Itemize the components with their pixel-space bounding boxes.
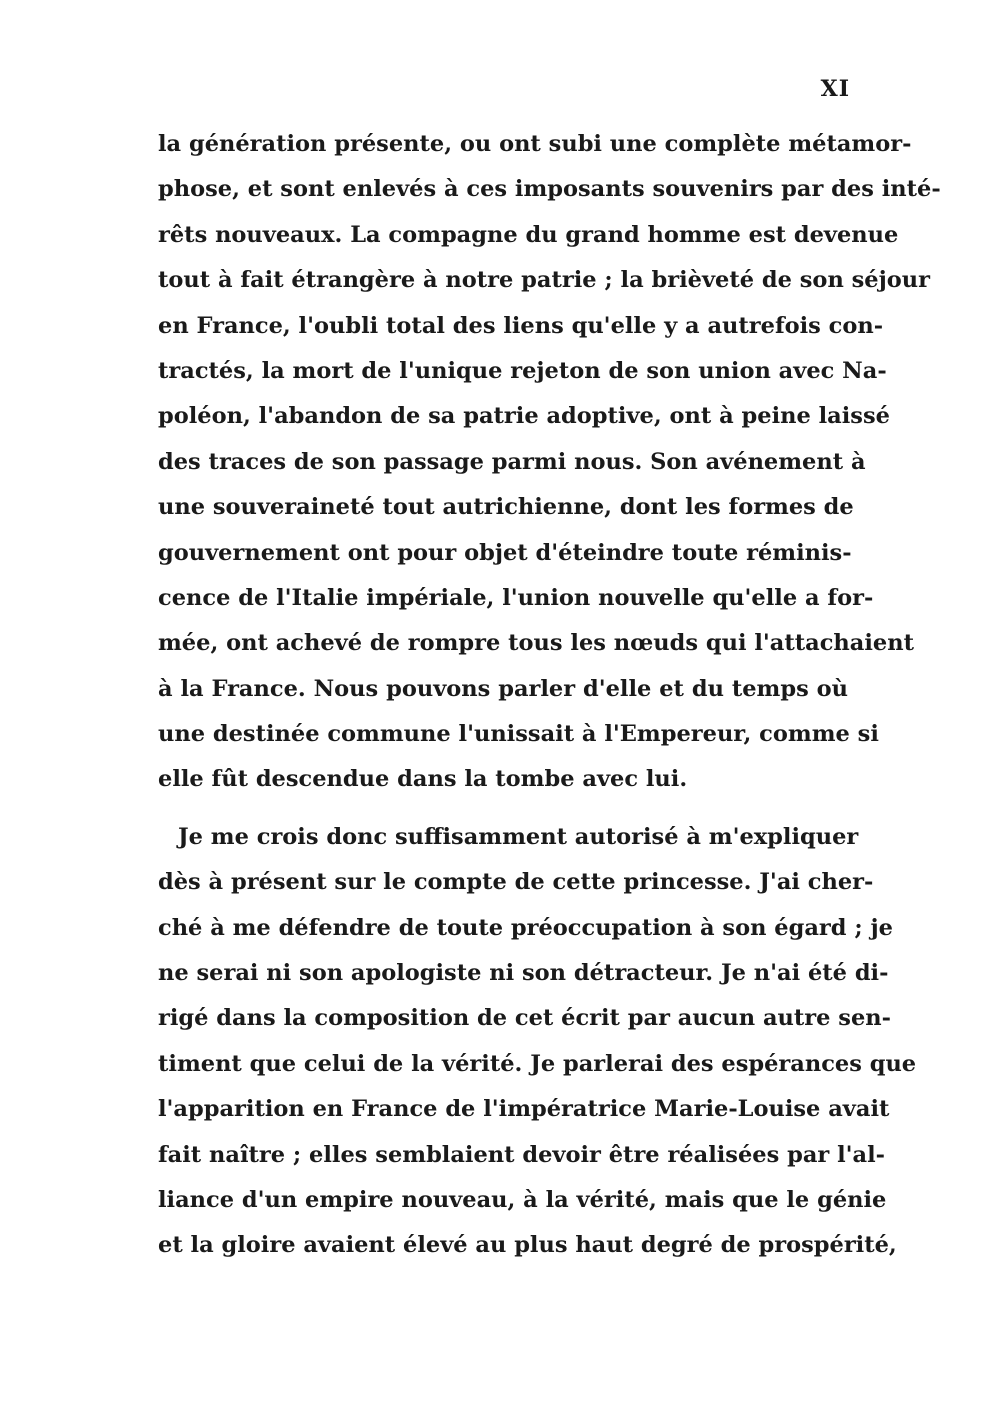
paragraph-1 <box>158 122 941 803</box>
text-line: rêts nouveaux. La compagne du grand homme est devenue <box>158 221 899 248</box>
text-line: Je me crois donc suffisamment autorisé à m'expliquer <box>178 823 859 850</box>
text-line: cence de l'Italie impériale, l'union nouvelle qu'elle a for- <box>158 584 874 611</box>
text-line: gouvernement ont pour objet d'éteindre toute réminis- <box>158 539 852 566</box>
text-line: l'apparition en France de l'impératrice Marie-Louise avait <box>158 1096 890 1123</box>
text-line: une destinée commune l'unissait à l'Empereur, comme si <box>158 721 879 748</box>
text-line: en France, l'oubli total des liens qu'elle y a autrefois con- <box>158 312 884 339</box>
text-line: tout à fait étrangère à notre patrie ; la brièveté de son séjour <box>158 267 930 294</box>
text-line: mée, ont achevé de rompre tous les nœuds qui l'attachaient <box>158 630 914 657</box>
text-line: poléon, l'abandon de sa patrie adoptive, ont à peine laissé <box>158 403 890 430</box>
text-line: à la France. Nous pouvons parler d'elle et du temps où <box>158 675 848 702</box>
page-number: XI <box>820 76 850 102</box>
text-line: et la gloire avaient élevé au plus haut degré de prospérité, <box>158 1232 897 1259</box>
body-text <box>158 122 941 1269</box>
text-line: ne serai ni son apologiste ni son détracteur. Je n'ai été di- <box>158 960 889 987</box>
paragraph-spacer <box>158 803 848 815</box>
text-line: rigé dans la composition de cet écrit par aucun autre sen- <box>158 1005 891 1032</box>
text-line: dès à présent sur le compte de cette princesse. J'ai cher- <box>158 869 874 896</box>
text-line: phose, et sont enlevés à ces imposants souvenirs par des inté- <box>158 176 941 203</box>
text-line: ché à me défendre de toute préoccupation à son égard ; je <box>158 914 893 941</box>
text-line: timent que celui de la vérité. Je parlerai des espérances que <box>158 1050 917 1077</box>
text-line: la génération présente, ou ont subi une complète métamor- <box>158 131 912 157</box>
paragraph-2 <box>158 815 917 1269</box>
text-line: des traces de son passage parmi nous. Son avénement à <box>158 448 866 475</box>
text-line: fait naître ; elles semblaient devoir être réalisées par l'al- <box>158 1141 885 1168</box>
text-line: liance d'un empire nouveau, à la vérité, mais que le génie <box>158 1186 887 1213</box>
text-line: tractés, la mort de l'unique rejeton de son union avec Na- <box>158 357 887 384</box>
text-line: elle fût descendue dans la tombe avec lui. <box>158 766 688 793</box>
text-line: une souveraineté tout autrichienne, dont les formes de <box>158 494 854 521</box>
